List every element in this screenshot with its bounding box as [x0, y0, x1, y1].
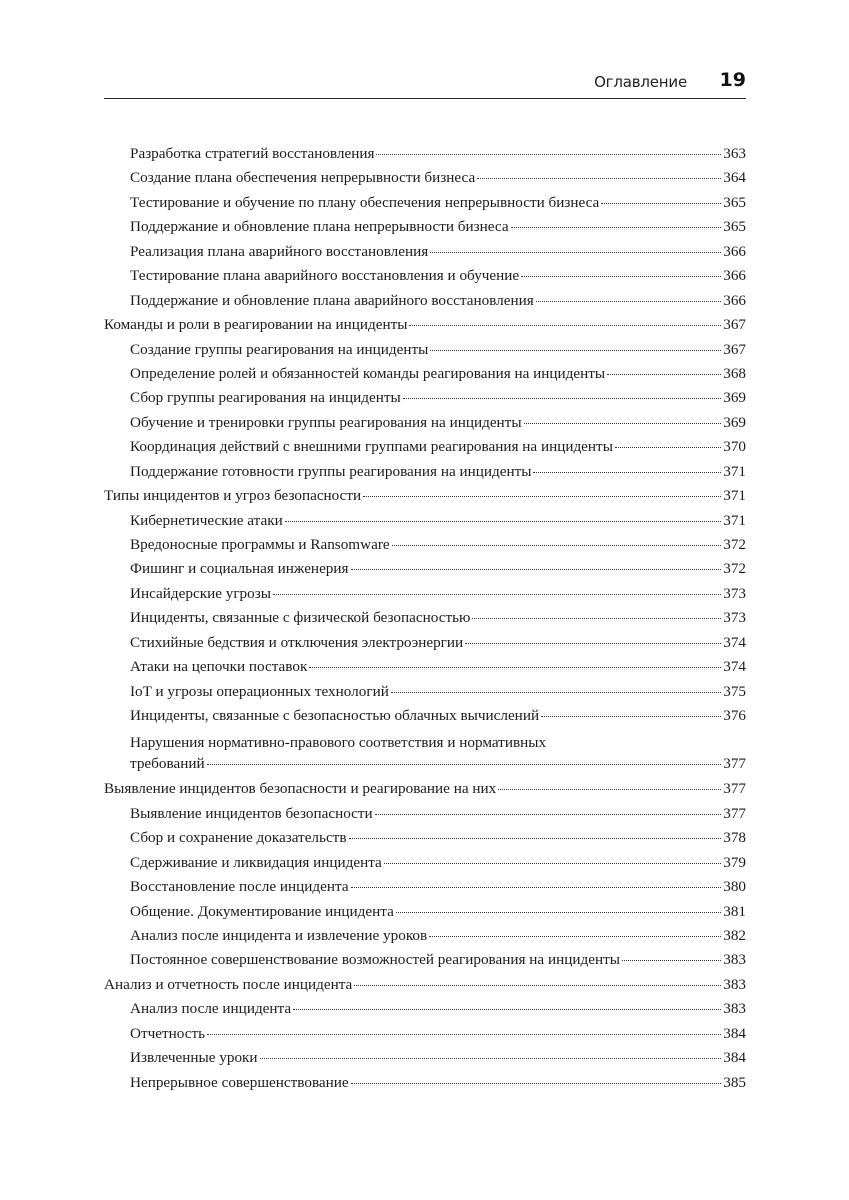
- toc-entry-title: Инциденты, связанные с безопасностью облачных вычислений: [130, 707, 540, 725]
- toc-entry-title-line2: требований: [130, 754, 205, 772]
- toc-entry-page: 369: [723, 413, 746, 431]
- dot-leader: [521, 276, 721, 277]
- toc-section-entry[interactable]: [104, 973, 746, 997]
- dot-leader: [349, 838, 722, 839]
- toc-subsection-entry[interactable]: [104, 289, 746, 313]
- dot-leader: [498, 789, 721, 790]
- toc-entry-page: 372: [723, 536, 746, 553]
- toc-entry-title: Разработка стратегий восстановления: [130, 145, 375, 162]
- dot-leader: [477, 178, 721, 179]
- dot-leader: [465, 643, 721, 644]
- toc-subsection-entry[interactable]: [104, 1022, 746, 1046]
- toc-entry-page: 366: [723, 242, 746, 260]
- toc-entry-page: 371: [723, 511, 746, 529]
- toc-entry-title: Поддержание и обновление плана непрерывности бизнеса: [130, 218, 509, 236]
- toc-section-entry[interactable]: [104, 484, 746, 508]
- dot-leader: [260, 1058, 722, 1059]
- toc-entry-title: Восстановление после инцидента: [130, 878, 349, 896]
- toc-entry-page: 382: [723, 927, 746, 945]
- page-header: [104, 66, 746, 99]
- toc-entry-page: 383: [723, 951, 746, 969]
- toc-entry-title: Сбор и сохранение доказательств: [130, 829, 347, 847]
- toc-subsection-entry[interactable]: [104, 1071, 746, 1095]
- toc-entry-title: Сбор группы реагирования на инциденты: [130, 389, 401, 407]
- toc-entry-title: Тестирование и обучение по плану обеспечения непрерывности бизнеса: [130, 193, 600, 211]
- toc-entry-page: 366: [723, 291, 746, 309]
- dot-leader: [430, 252, 721, 253]
- dot-leader: [511, 227, 722, 228]
- toc-entry-title: Постоянное совершенствование возможностей реагирования на инциденты: [130, 951, 620, 969]
- toc-subsection-entry[interactable]: [104, 802, 746, 826]
- toc-entry-page: 384: [723, 1024, 746, 1042]
- toc-subsection-entry[interactable]: [104, 362, 746, 386]
- toc-entry-title-line1: Нарушения нормативно-правового соответствия и нормативных: [130, 733, 547, 751]
- toc-entry-title: Извлеченные уроки: [130, 1049, 258, 1067]
- toc-entry-page: 381: [723, 902, 746, 920]
- toc-entry-title: Непрерывное совершенствование: [130, 1073, 349, 1091]
- dot-leader: [285, 521, 722, 522]
- toc-entry-title: Анализ и отчетность после инцидента: [104, 975, 353, 993]
- toc-entry-page: 379: [723, 853, 746, 871]
- toc-entry-page: 369: [723, 389, 746, 407]
- toc-section-entry[interactable]: [104, 777, 746, 801]
- dot-leader: [396, 912, 721, 913]
- toc-entry-title: Обучение и тренировки группы реагирования на инциденты: [130, 413, 522, 431]
- toc-entry-page: 377: [723, 780, 746, 798]
- dot-leader: [392, 545, 722, 546]
- toc-subsection-entry[interactable]: [104, 900, 746, 924]
- toc-subsection-entry[interactable]: [104, 631, 746, 655]
- toc-section-entry[interactable]: [104, 313, 746, 337]
- dot-leader: [351, 1083, 722, 1084]
- toc-subsection-entry[interactable]: [104, 997, 746, 1021]
- dot-leader: [524, 423, 722, 424]
- toc-entry-title: Стихийные бедствия и отключения электроэнергии: [130, 633, 464, 651]
- toc-subsection-entry[interactable]: [104, 435, 746, 459]
- toc-subsection-entry[interactable]: [104, 875, 746, 899]
- toc-entry-page: 376: [723, 707, 746, 725]
- toc-entry-page: 371: [723, 487, 746, 505]
- toc-entry-page: 366: [723, 267, 746, 285]
- toc-entry-title: Поддержание и обновление плана аварийного восстановления: [130, 291, 534, 309]
- toc-entry-title: Общение. Документирование инцидента: [130, 902, 394, 920]
- toc-subsection-entry[interactable]: [104, 264, 746, 288]
- toc-subsection-entry[interactable]: [104, 240, 746, 264]
- toc-entry-title: Создание плана обеспечения непрерывности бизнеса: [130, 169, 476, 187]
- toc-entry-page: 385: [723, 1073, 746, 1091]
- toc-entry-page: 365: [723, 193, 746, 211]
- toc-entry-page: 372: [723, 560, 746, 578]
- toc-entry-title: Атаки на цепочки поставок: [130, 658, 308, 676]
- toc-subsection-entry[interactable]: [104, 582, 746, 606]
- toc-entry-page: 365: [723, 218, 746, 236]
- toc-entry-title: Создание группы реагирования на инциденты: [130, 340, 429, 358]
- dot-leader: [384, 863, 721, 864]
- toc-entry-title: IoT и угрозы операционных технологий: [130, 682, 389, 700]
- toc-entry-page: 370: [723, 438, 746, 456]
- toc-subsection-entry[interactable]: [104, 924, 746, 948]
- dot-leader: [472, 618, 721, 619]
- toc-entry-title: Инциденты, связанные с физической безопасностью: [130, 609, 471, 627]
- toc-entry-title: Определение ролей и обязанностей команды реагирования на инциденты: [130, 364, 606, 382]
- toc-entry-page: 374: [723, 658, 746, 676]
- toc-entry-page: 380: [723, 878, 746, 896]
- toc-entry-title: Анализ после инцидента: [130, 1000, 292, 1018]
- dot-leader: [309, 667, 721, 668]
- dot-leader: [391, 692, 721, 693]
- dot-leader: [607, 374, 721, 375]
- dot-leader: [409, 325, 721, 326]
- dot-leader: [351, 569, 722, 570]
- toc-entry-page: 373: [723, 584, 746, 602]
- dot-leader: [207, 1034, 721, 1035]
- toc-entry-title: Тестирование плана аварийного восстановления и обучение: [130, 267, 520, 285]
- dot-leader: [541, 716, 721, 717]
- dot-leader: [533, 472, 721, 473]
- toc-subsection-entry[interactable]: [104, 338, 746, 362]
- toc-entry-title: Отчетность: [130, 1024, 206, 1042]
- toc-entry-page: 377: [723, 754, 746, 772]
- toc-entry-page: 364: [723, 169, 746, 187]
- toc-entry-page: 367: [723, 316, 746, 334]
- toc-subsection-entry[interactable]: [104, 215, 746, 239]
- toc-entry-title: Инсайдерские угрозы: [130, 584, 271, 602]
- dot-leader: [351, 887, 722, 888]
- toc-subsection-entry[interactable]: [104, 606, 746, 630]
- toc-subsection-entry[interactable]: [104, 191, 746, 215]
- dot-leader: [615, 447, 721, 448]
- toc-entry-page: 367: [723, 340, 746, 358]
- dot-leader: [363, 496, 721, 497]
- toc-entry-title: Сдерживание и ликвидация инцидента: [130, 853, 382, 871]
- dot-leader: [403, 398, 722, 399]
- toc-subsection-entry[interactable]: [104, 704, 746, 728]
- toc-entry-page: 374: [723, 633, 746, 651]
- toc-entry-page: 383: [723, 975, 746, 993]
- toc-subsection-entry[interactable]: [104, 680, 746, 704]
- toc-entry-page: 384: [723, 1049, 746, 1067]
- toc-entry-page: 377: [723, 804, 746, 822]
- dot-leader: [273, 594, 721, 595]
- toc-entry-title: Выявление инцидентов безопасности и реагирование на них: [104, 780, 497, 798]
- toc-entry-title: Поддержание готовности группы реагирования на инциденты: [130, 462, 532, 480]
- dot-leader: [601, 203, 721, 204]
- toc-entry-page: 383: [723, 1000, 746, 1018]
- dot-leader: [375, 814, 722, 815]
- dot-leader: [622, 960, 721, 961]
- toc-subsection-entry[interactable]: [104, 826, 746, 850]
- toc-entry-title: Координация действий с внешними группами реагирования на инциденты: [130, 438, 613, 456]
- toc-entry-title: Команды и роли в реагировании на инциденты: [104, 316, 408, 334]
- toc-entry-page: 371: [723, 462, 746, 480]
- toc-subsection-entry[interactable]: [104, 142, 746, 166]
- table-of-contents: [104, 142, 746, 1095]
- toc-entry-title: Анализ после инцидента и извлечение уроков: [130, 927, 428, 945]
- toc-entry-title: Реализация плана аварийного восстановления: [130, 242, 429, 260]
- toc-subsection-entry[interactable]: [104, 386, 746, 410]
- toc-subsection-entry[interactable]: [104, 533, 746, 557]
- dot-leader: [207, 764, 722, 765]
- toc-subsection-entry[interactable]: [104, 1046, 746, 1070]
- toc-entry-title: Фишинг и социальная инженерия: [130, 560, 349, 578]
- toc-subsection-entry[interactable]: [104, 948, 746, 972]
- toc-subsection-entry[interactable]: [104, 729, 746, 778]
- toc-subsection-entry[interactable]: [104, 851, 746, 875]
- toc-subsection-entry[interactable]: [104, 166, 746, 190]
- toc-subsection-entry[interactable]: [104, 655, 746, 679]
- toc-entry-page: 373: [723, 609, 746, 627]
- toc-entry-title: Вредоносные программы и Ransomware: [130, 536, 390, 553]
- toc-entry-page: 378: [723, 829, 746, 847]
- toc-entry-title: Кибернетические атаки: [130, 511, 283, 529]
- toc-entry-title: Выявление инцидентов безопасности: [130, 804, 373, 822]
- page-number: 19: [719, 69, 746, 91]
- toc-subsection-entry[interactable]: [104, 509, 746, 533]
- toc-entry-page: 363: [723, 145, 746, 162]
- dot-leader: [429, 936, 721, 937]
- dot-leader: [376, 154, 721, 155]
- toc-subsection-entry[interactable]: [104, 460, 746, 484]
- toc-entry-page: 368: [723, 364, 746, 382]
- dot-leader: [354, 985, 721, 986]
- dot-leader: [536, 301, 722, 302]
- toc-subsection-entry[interactable]: [104, 411, 746, 435]
- dot-leader: [430, 350, 721, 351]
- dot-leader: [293, 1009, 721, 1010]
- toc-subsection-entry[interactable]: [104, 557, 746, 581]
- toc-entry-title: Типы инцидентов и угроз безопасности: [104, 487, 362, 505]
- running-header-title: Оглавление: [594, 73, 687, 91]
- toc-entry-page: 375: [723, 682, 746, 700]
